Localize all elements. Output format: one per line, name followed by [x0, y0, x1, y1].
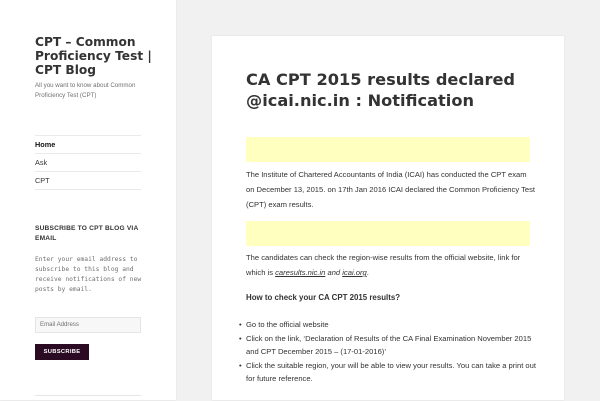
sidebar-next-widget	[35, 395, 141, 401]
email-field[interactable]: Email Address	[35, 317, 141, 333]
bullet-icon: •	[239, 360, 242, 370]
caresults-link[interactable]: caresults.nic.in	[275, 268, 326, 277]
list-item	[239, 318, 546, 332]
site-title[interactable]: CPT – Common Proficiency Test | CPT Blog	[35, 35, 152, 77]
site-description: All you want to know about Common Proficiency Test (CPT)	[35, 82, 136, 99]
steps-list	[239, 318, 546, 386]
article-title: CA CPT 2015 results declared @icai.nic.in : Notification	[246, 70, 516, 110]
bullet-icon: •	[239, 320, 242, 329]
paragraph-end: .	[366, 268, 369, 277]
list-item	[239, 332, 546, 359]
step-text: Click on the link, ‘Declaration of Results of the CA Final Examination November 2015 and CPT December 2015 – (17-01-2016)’	[246, 333, 532, 356]
bullet-icon: •	[239, 333, 242, 343]
paragraph-text: The candidates can check the region-wise results from the official website, link for which is	[246, 253, 521, 277]
article-paragraph	[246, 250, 536, 280]
icai-link[interactable]: icai.org	[342, 268, 367, 277]
subscribe-widget-text: Enter your email address to subscribe to this blog and receive notifications of new posts by email.	[35, 256, 142, 293]
article-subheading: How to check your CA CPT 2015 results?	[246, 293, 401, 302]
link-joiner: and	[325, 268, 343, 277]
step-text: Go to the official website	[246, 320, 329, 329]
article-paragraph: The Institute of Chartered Accountants of India (ICAI) has conducted the CPT exam on December 13, 2015. on 17th Jan 2016 ICAI declared the Common Proficiency Test (CPT) exam results.	[246, 170, 536, 209]
nav-item-cpt[interactable]: CPT	[35, 171, 141, 190]
main-navigation	[35, 135, 141, 190]
nav-item-ask[interactable]: Ask	[35, 153, 141, 171]
ad-banner[interactable]	[246, 137, 530, 162]
sidebar	[0, 0, 176, 400]
nav-item-home[interactable]: Home	[35, 135, 141, 153]
subscribe-button[interactable]: SUBSCRIBE	[35, 344, 89, 360]
subscribe-widget-title: SUBSCRIBE TO CPT BLOG VIA EMAIL	[35, 225, 139, 242]
article-card	[212, 36, 564, 400]
ad-banner[interactable]	[246, 221, 530, 246]
step-text: Click the suitable region, your will be able to view your results. You can take a print out for future reference.	[246, 360, 536, 383]
list-item	[239, 359, 546, 386]
